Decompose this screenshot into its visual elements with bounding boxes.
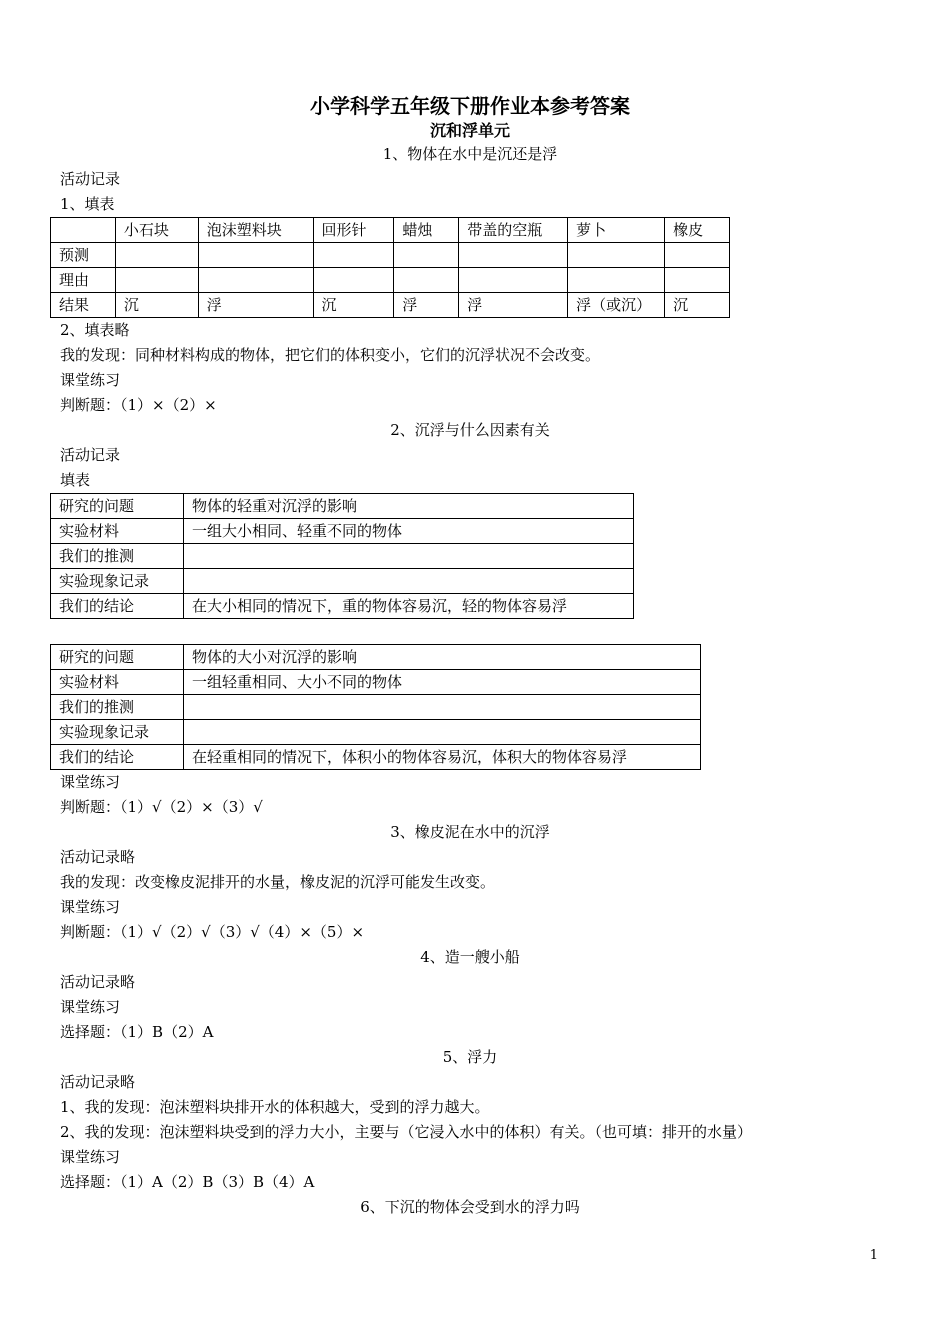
answers-text: 判断题：（1）×（2）×	[60, 396, 217, 414]
finding-text: 我的发现：改变橡皮泥排开的水量，橡皮泥的沉浮可能发生改变。	[60, 873, 496, 891]
table-cell: 蜡烛	[394, 218, 459, 243]
table-cell: 结果	[51, 293, 116, 318]
table-cell	[459, 243, 568, 268]
table-row	[51, 243, 730, 268]
table-header-row	[51, 218, 730, 243]
table-row	[51, 519, 634, 544]
finding-text: 1、我的发现：泡沫塑料块排开水的体积越大，受到的浮力越大。	[60, 1098, 490, 1116]
table-cell	[459, 268, 568, 293]
table-cell: 物体的大小对沉浮的影响	[184, 645, 701, 670]
table-cell: 在轻重相同的情况下，体积小的物体容易沉，体积大的物体容易浮	[184, 745, 701, 770]
table-row	[51, 293, 730, 318]
table-cell	[115, 268, 198, 293]
answers-text: 选择题：（1）A（2）B（3）B（4）A	[60, 1173, 315, 1191]
table-cell	[568, 268, 665, 293]
table-cell: 研究的问题	[51, 494, 184, 519]
page-number: 1	[869, 1248, 878, 1263]
table-cell	[665, 268, 730, 293]
answers-text: 判断题：（1）√（2）×（3）√	[60, 798, 263, 816]
table-cell	[394, 243, 459, 268]
activity-label: 活动记录略	[60, 848, 136, 866]
document-title: 小学科学五年级下册作业本参考答案	[310, 94, 630, 118]
table-cell: 预测	[51, 243, 116, 268]
table-cell: 沉	[665, 293, 730, 318]
section-3-heading: 3、橡皮泥在水中的沉浮	[390, 823, 550, 841]
table-row	[51, 569, 634, 594]
answers-text: 选择题：（1）B（2）A	[60, 1023, 214, 1041]
practice-label: 课堂练习	[60, 998, 121, 1016]
activity-label: 活动记录略	[60, 1073, 136, 1091]
table-cell: 我们的结论	[51, 745, 184, 770]
section-5-heading: 5、浮力	[442, 1048, 498, 1066]
table-cell: 沉	[313, 293, 394, 318]
table-cell	[394, 268, 459, 293]
table-cell	[115, 243, 198, 268]
table-cell: 我们的推测	[51, 544, 184, 569]
table-cell	[184, 544, 634, 569]
table-cell	[198, 268, 313, 293]
practice-label: 课堂练习	[60, 1148, 121, 1166]
size-experiment-table	[50, 644, 701, 770]
table-row	[51, 670, 701, 695]
table-cell: 浮	[198, 293, 313, 318]
table-cell: 我们的结论	[51, 594, 184, 619]
activity-label: 活动记录略	[60, 973, 136, 991]
practice-label: 课堂练习	[60, 898, 121, 916]
table-cell: 浮	[394, 293, 459, 318]
table-cell: 我们的推测	[51, 695, 184, 720]
answers-text: 判断题：（1）√（2）√（3）√（4）×（5）×	[60, 923, 365, 941]
table-cell	[51, 218, 116, 243]
unit-title: 沉和浮单元	[429, 121, 510, 140]
table-row	[51, 720, 701, 745]
table-cell: 沉	[115, 293, 198, 318]
table-cell: 实验材料	[51, 670, 184, 695]
section-4-heading: 4、造一艘小船	[420, 948, 520, 966]
table-cell: 小石块	[115, 218, 198, 243]
table-cell: 研究的问题	[51, 645, 184, 670]
table-cell	[313, 268, 394, 293]
table-cell: 萝卜	[568, 218, 665, 243]
table-cell	[184, 569, 634, 594]
table-row	[51, 695, 701, 720]
table-cell: 理由	[51, 268, 116, 293]
table-cell: 一组轻重相同、大小不同的物体	[184, 670, 701, 695]
table-row	[51, 268, 730, 293]
table-cell: 橡皮	[665, 218, 730, 243]
fill-table-label: 1、填表	[60, 195, 115, 213]
table-row	[51, 645, 701, 670]
weight-experiment-table	[50, 493, 634, 619]
sink-float-table	[50, 217, 730, 318]
table-cell: 一组大小相同、轻重不同的物体	[184, 519, 634, 544]
table-cell	[568, 243, 665, 268]
practice-label: 课堂练习	[60, 773, 121, 791]
table-cell: 实验现象记录	[51, 569, 184, 594]
table-cell	[184, 720, 701, 745]
table-row	[51, 494, 634, 519]
table-cell	[184, 695, 701, 720]
fill-table-label: 填表	[60, 471, 91, 489]
finding-text: 2、我的发现：泡沫塑料块受到的浮力大小，主要与（它浸入水中的体积）有关。（也可填：排开的水量）	[60, 1123, 753, 1141]
table-row	[51, 544, 634, 569]
section-6-heading: 6、下沉的物体会受到水的浮力吗	[360, 1198, 580, 1216]
table-cell: 带盖的空瓶	[459, 218, 568, 243]
activity-label: 活动记录	[60, 170, 121, 188]
section-1-heading: 1、物体在水中是沉还是浮	[382, 145, 558, 163]
table-row	[51, 594, 634, 619]
table-cell	[313, 243, 394, 268]
table-cell	[665, 243, 730, 268]
finding-text: 我的发现：同种材料构成的物体，把它们的体积变小，它们的沉浮状况不会改变。	[60, 346, 601, 364]
activity-label: 活动记录	[60, 446, 121, 464]
document-page	[60, 92, 880, 1220]
table-cell: 回形针	[313, 218, 394, 243]
practice-label: 课堂练习	[60, 371, 121, 389]
section-2-heading: 2、沉浮与什么因素有关	[390, 421, 550, 439]
table-cell: 浮	[459, 293, 568, 318]
table-cell: 实验材料	[51, 519, 184, 544]
table-cell	[198, 243, 313, 268]
table-cell: 在大小相同的情况下，重的物体容易沉，轻的物体容易浮	[184, 594, 634, 619]
table-cell: 实验现象记录	[51, 720, 184, 745]
table-cell: 浮（或沉）	[568, 293, 665, 318]
table-row	[51, 745, 701, 770]
table-cell: 泡沫塑料块	[198, 218, 313, 243]
fill-table-2-label: 2、填表略	[60, 321, 130, 339]
table-cell: 物体的轻重对沉浮的影响	[184, 494, 634, 519]
